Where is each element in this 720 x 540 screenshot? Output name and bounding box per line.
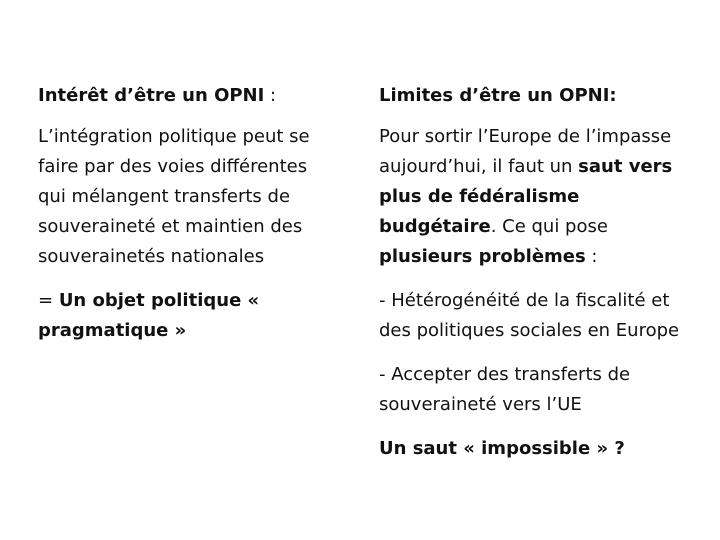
right-conclusion: Un saut « impossible » ? [379,438,625,459]
right-paragraph-federalism [379,122,699,272]
right-heading [379,82,699,110]
right-para-text-b: . Ce qui pose [490,216,608,237]
right-para-text-a: Pour sortir l’Europe de l’impasse aujourd’hui, il faut un [379,126,672,177]
left-paragraph-integration: L’intégration politique peut se faire par des voies différentes qui mélangent transferts de souveraineté et maintien des souverainetés nationales [38,126,310,267]
left-column [38,82,338,346]
right-bullet-heterogeneity: - Hétérogénéité de la fiscalité et des politiques sociales en Europe [379,290,680,341]
right-para-text-c: : [585,246,598,267]
left-heading-bold: Intérêt d’être un OPNI [38,85,265,106]
left-paragraph-conclusion [38,286,338,346]
right-para-bold-federalism: saut vers plus de fédéralisme budgétaire [379,156,673,237]
right-bullet-sovereignty: - Accepter des transferts de souveraineté vers l’UE [379,364,631,415]
left-conclusion-prefix: = [38,290,59,311]
right-heading-bold: Limites d’être un OPNI: [379,85,617,106]
left-heading [38,82,338,110]
right-column [379,82,699,464]
left-heading-rest: : [264,85,277,106]
right-para-bold-problems: plusieurs problèmes [379,246,586,267]
left-conclusion-bold: Un objet politique « pragmatique » [38,290,260,341]
